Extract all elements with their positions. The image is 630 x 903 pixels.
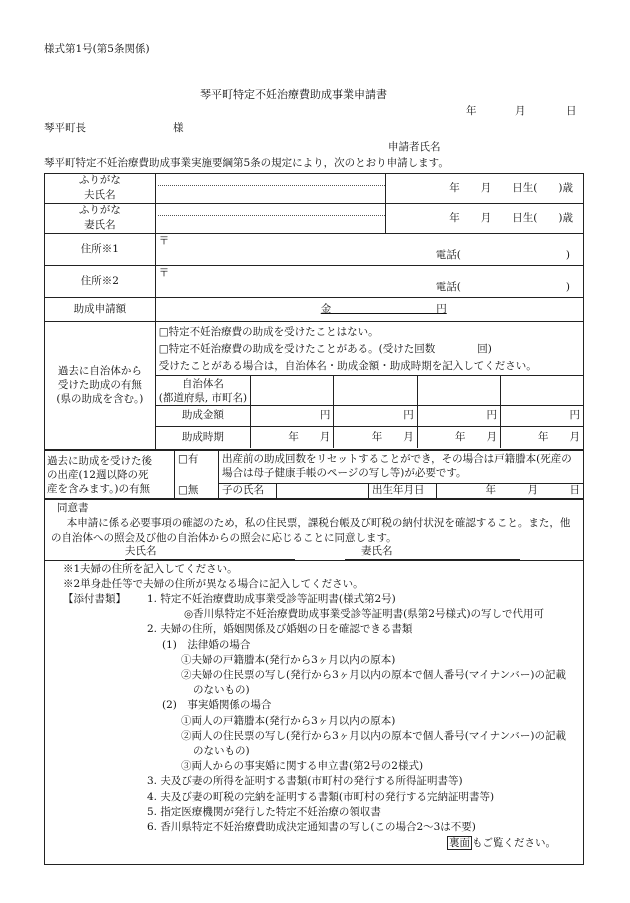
husband-furigana-label: ふりがな [45,174,156,188]
amount-field[interactable] [155,298,583,322]
municipality-cell[interactable] [251,376,334,406]
addressee-honorific: 様 [173,122,184,134]
attachment-item: ②夫婦の住民票の写し(発行から3ヶ月以内の原本で個人番号(マイナンバー)の記載 [181,669,566,682]
past-aid-note: 受けたことがある場合は，自治体名・助成金額・助成時期を記入してください。 [158,360,537,373]
date-year: 年 [466,105,477,117]
wife-name-field[interactable] [155,218,385,234]
attachments-list [45,592,566,835]
aid-amount-cell[interactable]: 円 [417,406,500,427]
child-name-field[interactable] [277,484,369,499]
address1-field[interactable] [155,234,583,266]
note-2: ※2単身赴任等で夫婦の住所が異なる場合に記入してください。 [63,578,364,590]
aid-period-cell[interactable]: 年 月 [251,427,334,448]
birth-history-table [44,450,584,499]
past-aid-option-received[interactable]: □特定不妊治療費の助成を受けたことがある。(受けた回数 回) [158,343,492,356]
intro-text: 琴平町特定不妊治療費助成事業実施要綱第5条の規定により，次のとおり申請します。 [44,157,449,169]
consent-text: 本申請に係る必要事項の確認のため，私の住民票，課税台帳及び町税の納付状況を確認すること。また，他の自治体への照会及び他の自治体からの照会に応じることに同意します。 [51,517,571,544]
consent-title: 同意書 [57,502,89,514]
attachment-item: ①両人の戸籍謄本(発行から3ヶ月以内の原本) [181,714,396,727]
footer-rest: もご覧ください。 [472,837,556,849]
past-aid-cell [155,322,583,450]
postal-mark-1: 〒 [158,235,170,248]
amount-value: 金 円 [320,302,447,315]
application-table [44,173,584,450]
wife-birth[interactable]: 年 月 日生( )歳 [386,204,584,234]
consent-wife-signature[interactable] [345,545,520,560]
form-number: 様式第1号(第5条関係) [44,43,150,55]
birth-history-note: 出産前の助成回数をリセットすることができ，その場合は戸籍謄本(死産の場合は母子健康手帳のページの写し等)が必要です。 [219,451,584,484]
wife-furigana-label: ふりがな [45,204,156,218]
municipality-header-line: (都道府県, 市町名) [158,391,248,404]
birth-history-label-line: 過去に助成を受けた後 [47,454,152,467]
municipality-header-line: 自治体名 [181,377,224,390]
aid-period-cell[interactable]: 年 月 [334,427,417,448]
child-name-label: 子の氏名 [219,484,277,499]
date-month: 月 [515,105,526,117]
postal-mark-2: 〒 [158,267,170,280]
date-day: 日 [566,105,577,117]
husband-furigana-field[interactable] [155,174,385,188]
back-page-box: 裏面 [449,837,470,849]
attachment-item: (2) 事実婚関係の場合 [162,699,272,712]
phone-2: 電話( ) [435,280,570,293]
wife-furigana-field[interactable] [155,204,385,218]
attachment-item: 3. 夫及び妻の所得を証明する書類(市町村の発行する所得証明書等) [147,775,463,788]
attachment-item: ③両人からの事実婚に関する申立書(第2号の2様式) [181,760,424,773]
consent-husband-label: 夫氏名 [125,545,157,557]
attachment-item: ◎香川県特定不妊治療費助成事業受診等証明書(県第2号様式)の写しで代用可 [184,608,545,621]
consent-wife-label: 妻氏名 [361,545,393,557]
notes-box [44,560,584,865]
aid-amount-cell[interactable]: 円 [501,406,583,427]
birth-history-label-line: 産を含みます。)の有無 [47,482,151,495]
note-1: ※1夫婦の住所を記入してください。 [63,563,238,575]
past-aid-subtable [156,375,583,448]
wife-name-label: 妻氏名 [45,218,156,234]
aid-period-label: 助成時期 [156,427,251,448]
attachments-label: 【添付書類】 [63,593,126,605]
aid-period-cell[interactable]: 年 月 [417,427,500,448]
municipality-cell[interactable] [417,376,500,406]
address1-label: 住所※1 [45,234,156,266]
birth-history-label-line: の出産(12週以降の死 [47,468,149,481]
phone-1: 電話( ) [435,248,570,261]
past-aid-label-line: 受けた助成の有無 [57,378,142,391]
husband-name-label: 夫氏名 [45,188,156,204]
address2-label: 住所※2 [45,266,156,298]
past-aid-option-none[interactable]: □特定不妊治療費の助成を受けたことはない。 [158,326,379,339]
birth-no-checkbox[interactable]: □無 [175,484,219,499]
consent-box [44,499,584,561]
child-birth-label: 出生年月日 [369,484,437,499]
attachment-item: 4. 夫及び妻の町税の完納を証明する書類(市町村の発行する完納証明書等) [147,790,495,803]
aid-period-cell[interactable]: 年 月 [501,427,583,448]
child-birth-field[interactable]: 年 月 日 [437,484,584,499]
municipality-header [156,376,251,406]
attachment-item: のないもの) [193,684,250,697]
aid-amount-cell[interactable]: 円 [251,406,334,427]
aid-amount-label: 助成金額 [156,406,251,427]
attachment-item: 5. 指定医療機関が発行した特定不妊治療の領収書 [147,805,381,818]
attachment-item: 1. 特定不妊治療費助成事業受診等証明書(様式第2号) [147,593,396,605]
address2-field[interactable] [155,266,583,298]
birth-history-label [45,451,175,499]
birth-yes-checkbox[interactable]: □有 [175,451,219,484]
attachment-item: ②両人の住民票の写し(発行から3ヶ月以内の原本で個人番号(マイナンバー)の記載 [181,729,566,742]
past-aid-label-line: (県の助成を含む。) [56,392,144,405]
applicant-label: 申請者氏名 [388,141,441,153]
attachment-item: ①夫婦の戸籍謄本(発行から3ヶ月以内の原本) [181,653,396,666]
attachment-item: 2. 夫婦の住所，婚姻関係及び婚姻の日を確認できる書類 [147,623,413,636]
attachment-item: 6. 香川県特定不妊治療費助成決定通知書の写し(この場合2～3は不要) [147,821,476,834]
husband-birth[interactable]: 年 月 日生( )歳 [386,174,584,204]
municipality-cell[interactable] [501,376,583,406]
aid-amount-cell[interactable]: 円 [334,406,417,427]
consent-husband-signature[interactable] [125,545,295,560]
past-aid-label [45,322,156,450]
amount-label: 助成申請額 [45,298,156,322]
past-aid-label-line: 過去に自治体から [57,365,142,378]
attachment-item: (1) 法律婚の場合 [162,638,251,651]
husband-name-field[interactable] [155,188,385,204]
footer-note [447,837,556,851]
addressee-name: 琴平町長 [44,122,86,134]
attachment-item: のないもの) [193,745,250,758]
municipality-cell[interactable] [334,376,417,406]
page-title: 琴平町特定不妊治療費助成事業申請書 [200,88,387,101]
